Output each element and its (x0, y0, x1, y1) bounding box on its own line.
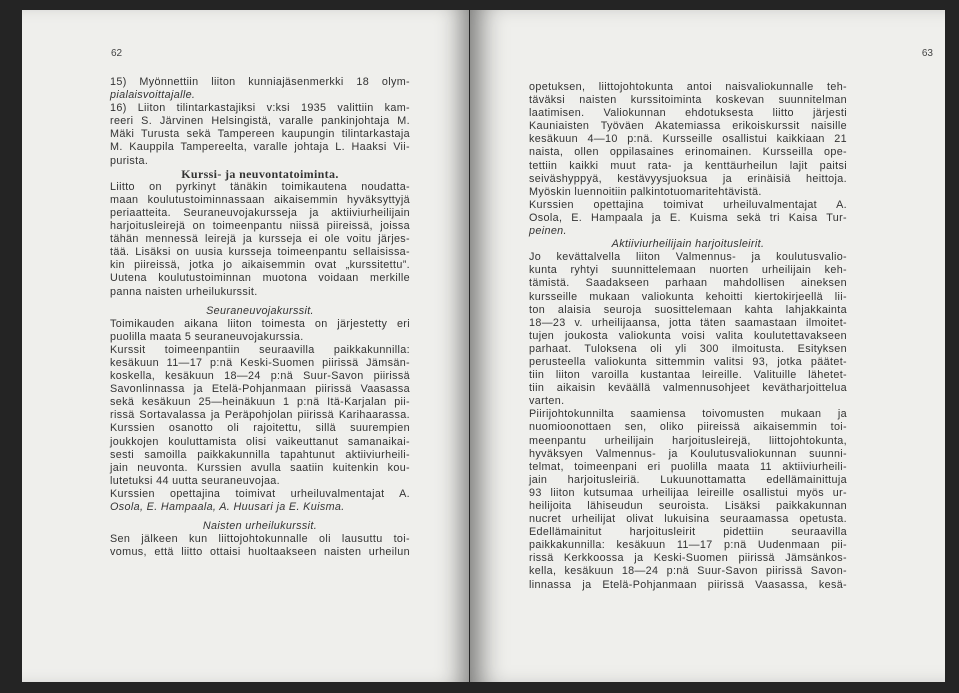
text-line: Myöskin luennoitiin palkintotuomaritehtävistä. (529, 185, 762, 198)
text-line: nucret urheilijat olivat lukuisina seuraamassa opetusta. (529, 513, 847, 526)
text-line: täväksi naisten kurssitoiminta koskevan suunnitelman (529, 94, 847, 107)
text-line: vomus, että liitto ottaisi huoltaakseen naisten urheilun (110, 546, 410, 559)
text-line: Kurssien opettajina toimivat urheiluvalmentajat A. (110, 487, 410, 500)
text-line: tiin aikaisin keväällä valmennusohjeet kevätharjoittelua (529, 382, 847, 395)
text-line: ton alaisia seuroja suosittelemaan kahta lahjakkainta (529, 303, 847, 316)
text-line: nuomioonottaen sen, oliko piireissä aikaisemmin toi- (529, 421, 847, 434)
text-line: hyväksyen Valmennus- ja Koulutusvaliokunnan suunni- (529, 447, 847, 460)
section-heading: Kurssi- ja neuvontatoiminta. (181, 166, 339, 181)
text-line: 93 liiton kutsumaa urheilijaa leireille osallistui myös ur- (529, 486, 847, 499)
text-line: heilijoita lähiseudun seuroista. Lisäksi paikkakunnan (529, 500, 847, 512)
text-line: Kurssien opettajina toimivat urheiluvalmentajat A. (529, 198, 847, 211)
text-line: tähän mennessä leirejä ja kursseja ei ole voitu järjes- (110, 233, 410, 246)
text-line: koskella, kesäkuun 18—24 p:nä Suur-Savon piirissä (110, 370, 410, 383)
text-line: periaatteita. Seuraneuvojakursseja ja aktiiviurheilijain (110, 206, 410, 219)
text-line: laatimisen. Valiokunnan ehdotuksesta liitto järjesti (529, 107, 847, 120)
text-line: 15) Myönnettiin liiton kunniajäsenmerkki 18 olym- (110, 76, 410, 88)
text-line: pialaisvoittajalle. (110, 89, 196, 102)
text-line: opetuksen, liittojohtokunta antoi naisvaliokunnalle teh- (529, 81, 847, 93)
text-line: parhaat. Tuloksena oli yli 300 ilmoitusta. Esityksen (529, 342, 847, 355)
text-line: harjoitusleirejä on toimeenpantu niissä piireissä, joissa (110, 220, 410, 233)
text-line: Osola, E. Hampaala ja E. Kuisma sekä tri Kaisa Tur- (529, 211, 847, 224)
text-line: telmat, toimeenpani eri puolilla maata 11 aktiiviurheili- (529, 460, 847, 473)
section-heading: Naisten urheilukurssit. (202, 520, 318, 533)
text-line: paikkakunnilla: kesäkuun 11—17 p:nä Uudenmaan pii- (529, 539, 847, 552)
text-line: kunta ryhtyi suunnittelemaan nuorten urheilijain keh- (529, 264, 847, 277)
text-column (110, 76, 410, 559)
text-line: tää. Lisäksi on uusia kursseja toimeenpantu sellaisissa- (110, 246, 410, 259)
text-line: 16) Liiton tilintarkastajiksi v:ksi 1935 valittiin kam- (110, 102, 410, 115)
text-line: Osola, E. Hampaala, A. Huusari ja E. Kuisma. (110, 501, 345, 513)
text-line: Sen jälkeen kun liittojohtokunnalle oli lausuttu toi- (110, 533, 410, 546)
text-line: Uutena koulutustoiminnan muotona voidaan merkille (110, 272, 410, 285)
text-line: sekä kesäkuun 25—heinäkuun 1 p:nä Itä-Karjalan pii- (110, 396, 410, 409)
text-line: puolilla maata 5 seuraneuvojakurssia. (110, 330, 304, 343)
text-line: Mäki Turusta sekä Tampereen kaupungin tilintarkastaja (110, 128, 410, 141)
text-line: Toimikauden aikana liiton toimesta on järjestetty eri (110, 317, 410, 330)
text-line: rissä Sortavalassa ja Peräpohjolan piirissä Karihaarassa. (110, 409, 410, 422)
text-line: meenpantu urheilijain harjoitusleirejä, liittojohtokunta, (529, 434, 847, 447)
text-line: 18—23 v. urheilijaansa, jotta täten saamastaan ilmoitet- (529, 316, 847, 329)
text-line: Kurssit toimeenpantiin seuraavilla paikkakunnilla: (110, 343, 410, 356)
text-line: rissä Kerkkoossa ja Keski-Suomen piirissä Jämsänkos- (529, 552, 847, 565)
text-line: tujen joukosta valiokunta voisi valita koulutettavakseen (529, 329, 847, 342)
text-line: jain neuvonta. Kurssien avulla saatiin kuitenkin kou- (110, 461, 410, 474)
text-line: seiväshyppyä, kestävyysjuoksua ja erinäisiä heittoja. (529, 172, 847, 185)
text-line: naista, ollen oppilasaines erinomainen. Kursseilla ope- (529, 146, 847, 159)
text-line: Savonlinnassa ja Etelä-Pohjanmaan piirissä Vaasassa (110, 383, 410, 396)
text-line: varten. (529, 395, 565, 408)
text-line: kin piireissä, jotka jo aikaisemmin ovat „kurssitettu”. (110, 259, 410, 272)
text-line: M. Kauppila Tampereelta, varalle johtaja L. Haaksi Vii- (110, 141, 410, 154)
text-line: reeri S. Järvinen Helsingistä, varalle pankinjohtaja M. (110, 115, 410, 128)
text-line: purista. (110, 154, 149, 167)
text-line: tettiin kaikki muut rata- ja kenttäurheilun lajit paitsi (529, 159, 847, 172)
text-line: panna naisten urheilukurssit. (110, 285, 258, 298)
text-line: kesäkuun 11—17 p:nä Keski-Suomen piirissä Jämsän- (110, 356, 410, 369)
text-line: tämistä. Saadakseen parhaan mahdollisen aineksen (529, 277, 847, 290)
text-line: lutetuksi 44 uutta seuraneuvojaa. (110, 474, 281, 487)
text-line: Kurssien osanotto oli rajoitettu, sillä suurempien (110, 422, 410, 435)
text-line: Jo kevättalvella liiton Valmennus- ja koulutusvalio- (529, 251, 847, 264)
page-number: 63 (921, 48, 933, 59)
left-page (22, 10, 469, 682)
right-page (470, 10, 945, 682)
text-line: joukkojen kouluttamista olisi vaikeuttanut samanaikai- (110, 435, 410, 448)
text-line: kesäkuun 4—10 p:nä. Kursseille osallistui kaikkiaan 21 (529, 133, 847, 146)
text-line: maan koulutustoiminnassaan aikaisemmin hyväksyttyjä (110, 193, 410, 206)
text-line: sesti samoilla paikkakunnilla tapahtunut aktiiviurheili- (110, 448, 410, 461)
text-line: Piirijohtokunnilta saamiensa toivomusten mukaan ja (529, 408, 847, 421)
text-line: Kauniaisten Työväen Akatemiassa erikoiskurssit naisille (529, 120, 847, 133)
page-number: 62 (111, 48, 123, 59)
text-line: perusteella valiokunta sittemmin valitsi 93, jotka päätet- (529, 355, 847, 368)
text-line: Edellämainitut harjoitusleirit pidettiin seuraavilla (529, 526, 847, 539)
text-line: jain harjoitusleiriä. Lukuunottamatta edellämainittuja (529, 473, 847, 486)
text-line: kella, kesäkuun 18—24 p:nä Suur-Savon piirissä Savon- (529, 565, 847, 578)
section-heading: Aktiiviurheilijain harjoitusleirit. (611, 238, 765, 251)
text-line: peinen. (529, 225, 567, 238)
text-line: Liitto on pyrkinyt tänäkin toimikautena noudatta- (110, 180, 410, 193)
text-column (529, 81, 847, 592)
text-line: tiin liiton varoilla kustantaa leireille. Valituille lähetet- (529, 369, 847, 382)
text-line: kursseille mukaan valiokunta kehoitti kiertokirjeellä lii- (529, 290, 847, 303)
section-heading: Seuraneuvojakurssit. (206, 304, 314, 317)
text-line: linnassa ja Etelä-Pohjanmaan piirissä Vaasassa, kesä- (529, 578, 847, 591)
